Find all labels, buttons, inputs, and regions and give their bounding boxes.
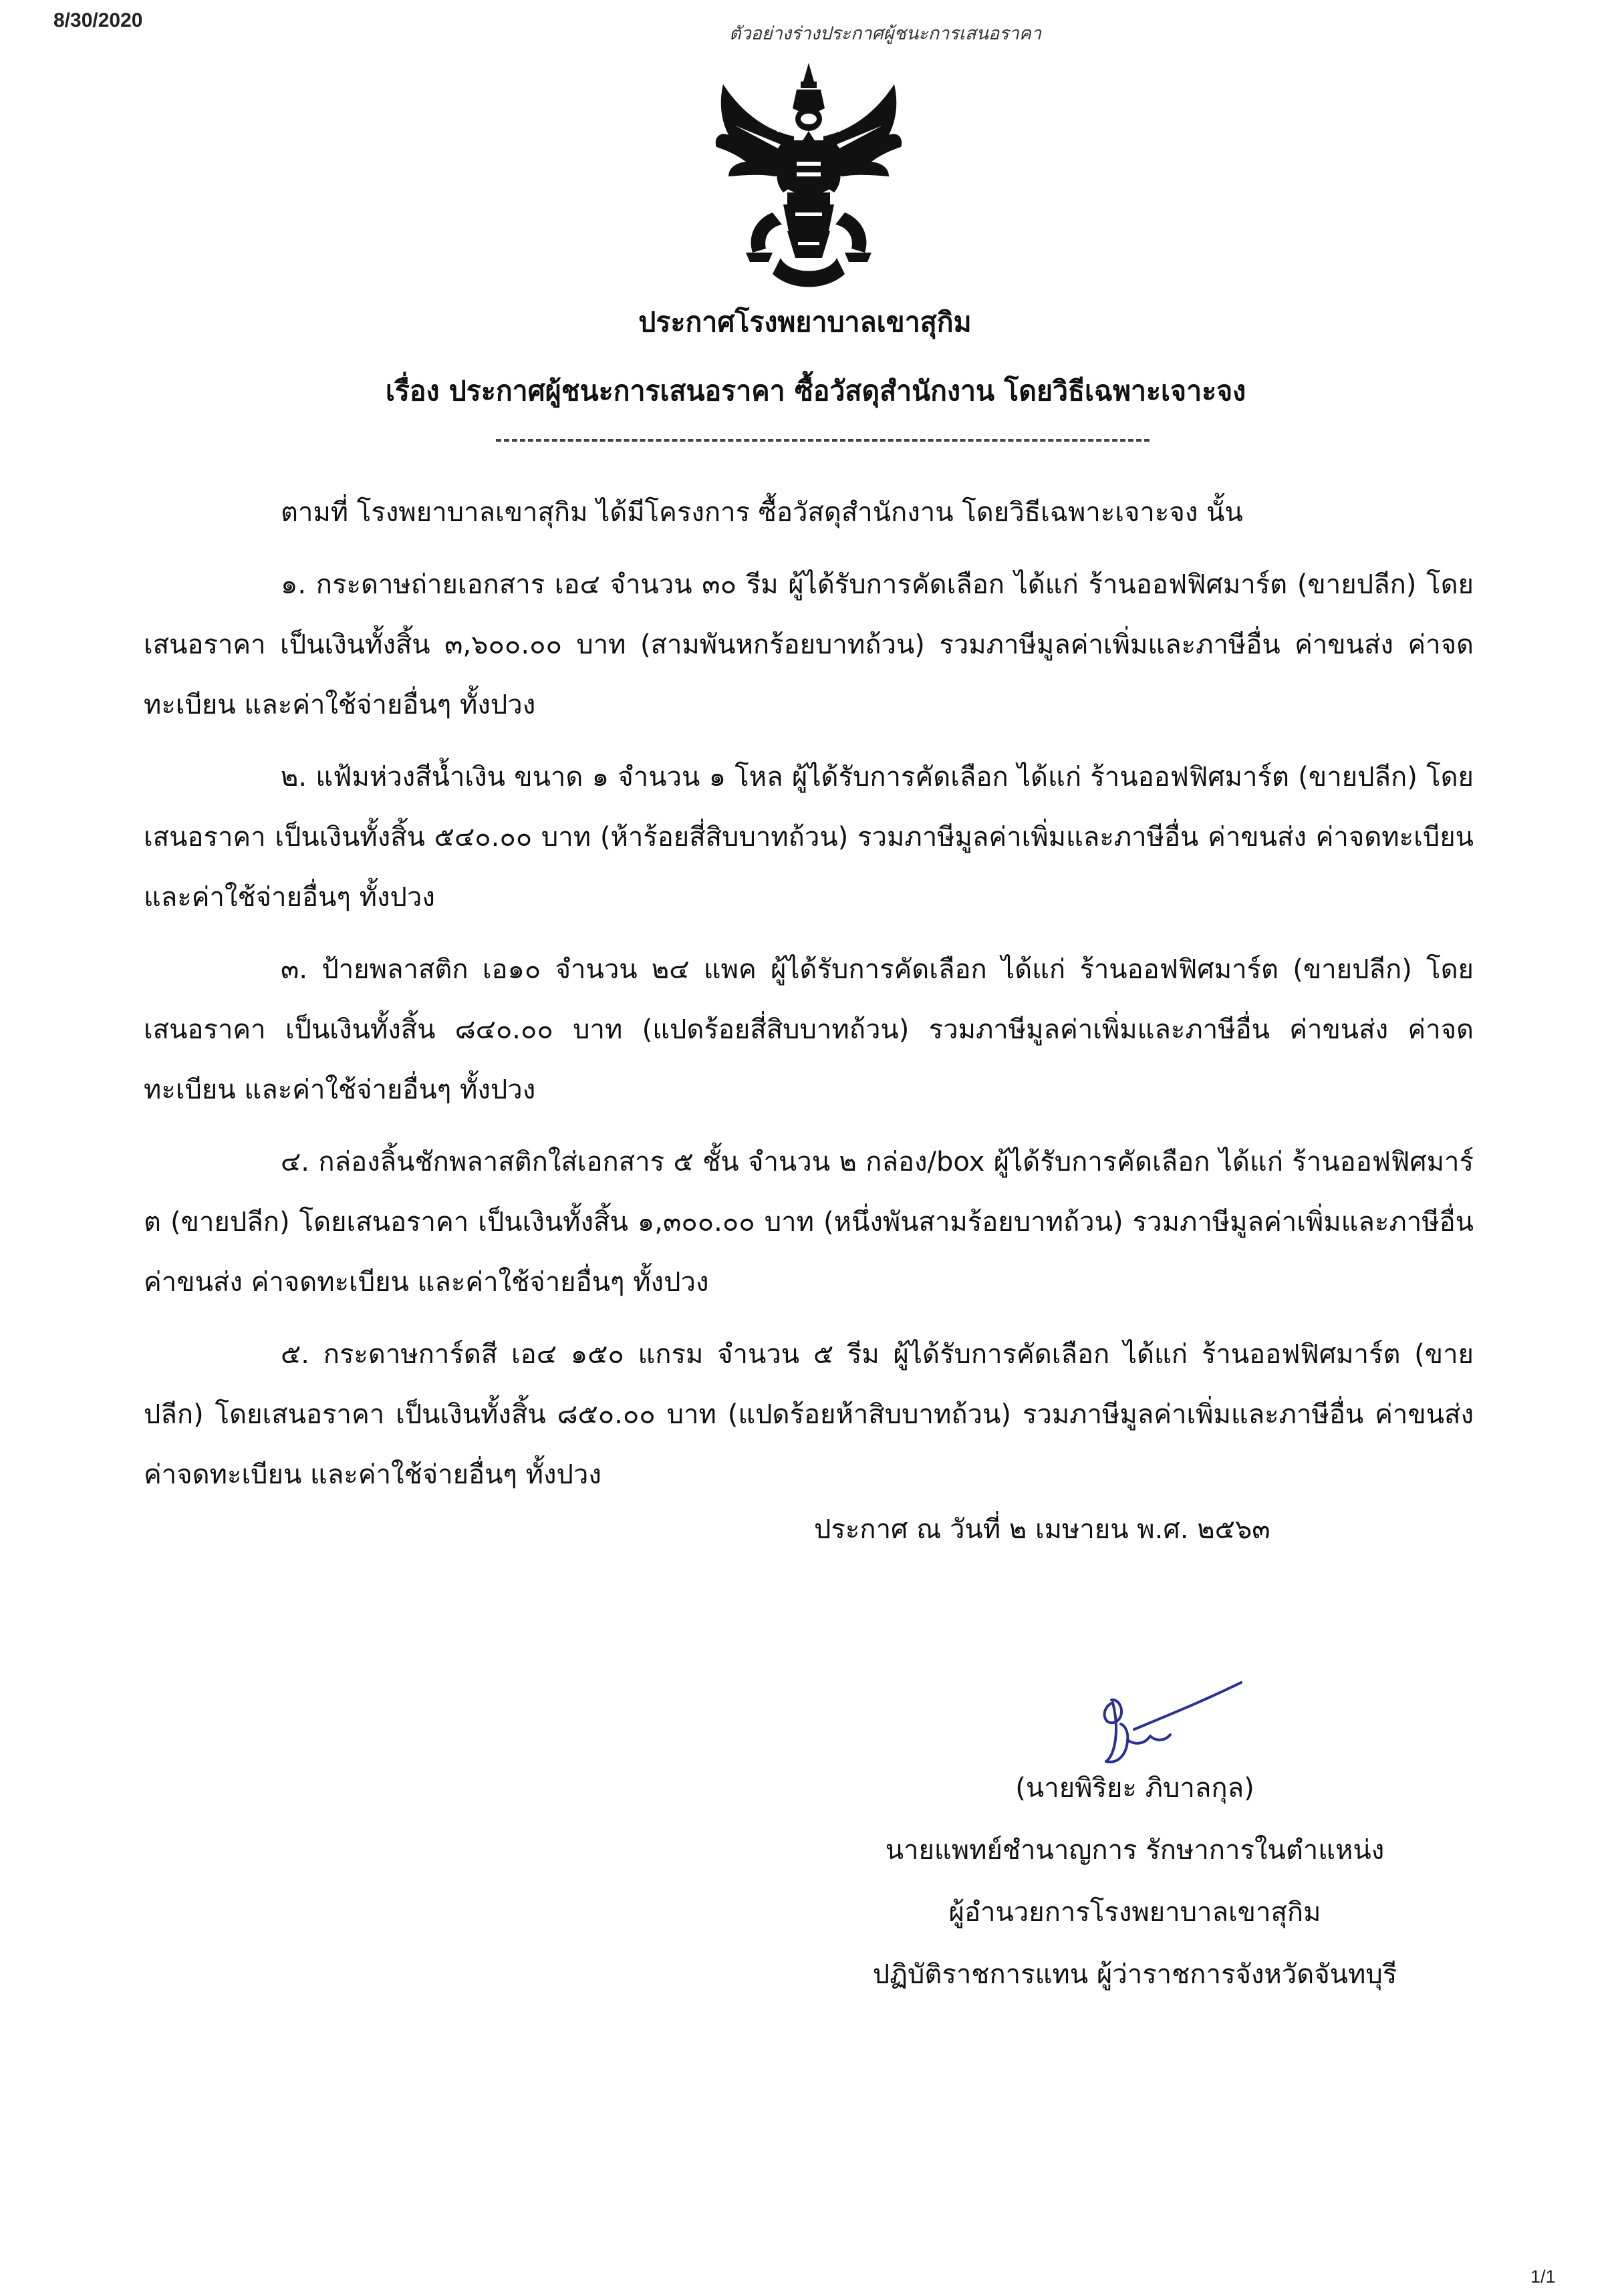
signatory-name: (นายพิริยะ ภิบาลกุล) — [1015, 1773, 1254, 1804]
announcement-title: ประกาศโรงพยาบาลเขาสุกิม — [638, 306, 972, 338]
item-paragraph: ๑. กระดาษถ่ายเอกสาร เอ๔ จำนวน ๓๐ รีม ผู้ได้รับการคัดเลือก ได้แก่ ร้านออฟฟิศมาร์ต (ขายปลีก) โดยเสนอราคา เป็นเงินทั้งสิ้น ๓,๖๐๐.๐๐ บาท (สามพันหกร้อยบาทถ้วน) รวมภาษีมูลค่าเพิ่มและภาษีอื่น ค่าขนส่ง ค่าจดทะเบียน และค่าใช้จ่ายอื่นๆ ทั้งปวง — [144, 569, 1474, 720]
page-number: 1/1 — [1530, 2267, 1556, 2287]
print-date: 8/30/2020 — [53, 9, 143, 31]
signatory-position: ปฏิบัติราชการแทน ผู้ว่าราชการจังหวัดจันทบุรี — [872, 1959, 1397, 1990]
signatory-position: นายแพทย์ชำนาญการ รักษาการในตำแหน่ง — [885, 1835, 1385, 1866]
title-divider — [496, 439, 1150, 442]
garuda-emblem-icon — [708, 61, 909, 295]
signature — [1086, 1676, 1246, 1769]
announcement-subject: เรื่อง ประกาศผู้ชนะการเสนอราคา ซื้อวัสดุสำนักงาน โดยวิธีเฉพาะเจาะจง — [385, 375, 1246, 407]
document-label: ตัวอย่างร่างประกาศผู้ชนะการเสนอราคา — [728, 23, 1042, 44]
signatory-block — [861, 1757, 1409, 2006]
intro-paragraph: ตามที่ โรงพยาบาลเขาสุกิม ได้มีโครงการ ซื้อวัสดุสำนักงาน โดยวิธีเฉพาะเจาะจง นั้น — [281, 497, 1243, 528]
item-paragraph: ๒. แฟ้มห่วงสีน้ำเงิน ขนาด ๑ จำนวน ๑ โหล ผู้ได้รับการคัดเลือก ได้แก่ ร้านออฟฟิศมาร์ต (ขายปลีก) โดยเสนอราคา เป็นเงินทั้งสิ้น ๕๔๐.๐๐ บาท (ห้าร้อยสี่สิบบาทถ้วน) รวมภาษีมูลค่าเพิ่มและภาษีอื่น ค่าขนส่ง ค่าจดทะเบียน และค่าใช้จ่ายอื่นๆ ทั้งปวง — [144, 762, 1474, 913]
announcement-date: ประกาศ ณ วันที่ ๒ เมษายน พ.ศ. ๒๕๖๓ — [814, 1514, 1270, 1545]
item-paragraph: ๕. กระดาษการ์ดสี เอ๔ ๑๕๐ แกรม จำนวน ๕ รีม ผู้ได้รับการคัดเลือก ได้แก่ ร้านออฟฟิศมาร์ต (ขายปลีก) โดยเสนอราคา เป็นเงินทั้งสิ้น ๘๕๐.๐๐ บาท (แปดร้อยห้าสิบบาทถ้วน) รวมภาษีมูลค่าเพิ่มและภาษีอื่น ค่าขนส่ง ค่าจดทะเบียน และค่าใช้จ่ายอื่นๆ ทั้งปวง — [144, 1339, 1474, 1490]
item-paragraph: ๓. ป้ายพลาสติก เอ๑๐ จำนวน ๒๔ แพค ผู้ได้รับการคัดเลือก ได้แก่ ร้านออฟฟิศมาร์ต (ขายปลีก) โดยเสนอราคา เป็นเงินทั้งสิ้น ๘๔๐.๐๐ บาท (แปดร้อยสี่สิบบาทถ้วน) รวมภาษีมูลค่าเพิ่มและภาษีอื่น ค่าขนส่ง ค่าจดทะเบียน และค่าใช้จ่ายอื่นๆ ทั้งปวง — [144, 954, 1474, 1105]
signatory-position: ผู้อำนวยการโรงพยาบาลเขาสุกิม — [948, 1897, 1321, 1928]
item-paragraph: ๔. กล่องลิ้นชักพลาสติกใส่เอกสาร ๕ ชั้น จำนวน ๒ กล่อง/box ผู้ได้รับการคัดเลือก ได้แก่ ร้านออฟฟิศมาร์ต (ขายปลีก) โดยเสนอราคา เป็นเงินทั้งสิ้น ๑,๓๐๐.๐๐ บาท (หนึ่งพันสามร้อยบาทถ้วน) รวมภาษีมูลค่าเพิ่มและภาษีอื่น ค่าขนส่ง ค่าจดทะเบียน และค่าใช้จ่ายอื่นๆ ทั้งปวง — [144, 1147, 1474, 1298]
announcement-body — [144, 482, 1474, 1517]
